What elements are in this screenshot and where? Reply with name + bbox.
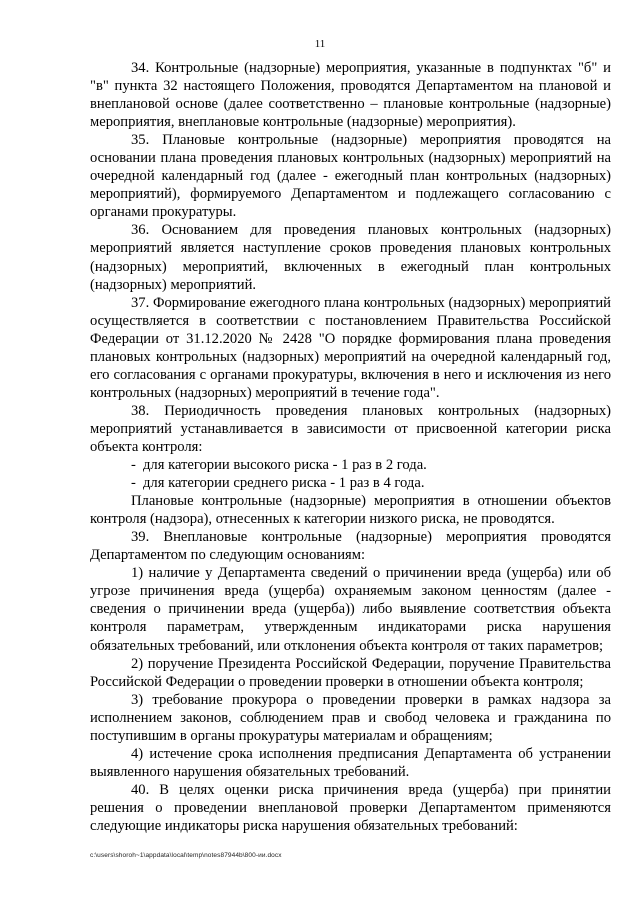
paragraph-39-item-3: 3) требование прокурора о проведении проверки в рамках надзора за исполнением законов, соблюдением прав и свобод человека и гражданина по поступившим в органы прокуратуры материалам и обращениям; [90,691,611,744]
paragraph-37: 37. Формирование ежегодного плана контрольных (надзорных) мероприятий осуществляется в соответствии с постановлением Правительства Российской Федерации от 31.12.2020 № 2428 "О порядке формирования плана проведения плановых контрольных (надзорных) мероприятий на очередной календарный год, его согласования с органами прокуратуры, включения в него и исключения из него контрольных (надзорных) мероприятий в течение года". [90,294,611,401]
list-item-text: для категории среднего риска - 1 раз в 4 года. [143,475,425,492]
page-number: 11 [314,38,326,50]
list-item-text: для категории высокого риска - 1 раз в 2 года. [143,457,427,474]
list-dash: - [131,475,136,492]
paragraph-40: 40. В целях оценки риска причинения вреда (ущерба) при принятии решения о проведении внеплановой проверки Департаментом применяются следующие индикаторы риска нарушения обязательных требований: [90,781,611,834]
document-body [90,59,611,835]
list-dash: - [131,457,136,474]
paragraph-39-item-4: 4) истечение срока исполнения предписания Департамента об устранении выявленного нарушения обязательных требований. [90,745,611,780]
paragraph-low-risk: Плановые контрольные (надзорные) мероприятия в отношении объектов контроля (надзора), отнесенных к категории низкого риска, не проводятся. [90,493,611,528]
paragraph-39-item-2: 2) поручение Президента Российской Федерации, поручение Правительства Российской Федерации о проведении проверки в отношении объекта контроля; [90,655,611,690]
paragraph-39-item-1: 1) наличие у Департамента сведений о причинении вреда (ущерба) или об угрозе причинения вреда (ущерба) охраняемым законом ценностям (далее - сведения о причинении вреда (ущерба)) либо выявление соответствия объекта контроля параметрам, утвержденным индикаторами риска нарушения обязательных требований, или отклонения объекта контроля от таких параметров; [90,565,611,654]
list-item-medium-risk [90,474,611,492]
paragraph-35: 35. Плановые контрольные (надзорные) мероприятия проводятся на основании плана проведения плановых контрольных (надзорных) мероприятий на очередной календарный год (далее - ежегодный план контрольных (надзорных) мероприятий), формируемого Департаментом и подлежащего согласованию с органами прокуратуры. [90,132,611,221]
paragraph-34: 34. Контрольные (надзорные) мероприятия, указанные в подпунктах "б" и "в" пункта 32 настоящего Положения, проводятся Департаментом на плановой и внеплановой основе (далее соответственно – плановые контрольные (надзорные) мероприятия, внеплановые контрольные (надзорные) мероприятия). [90,60,611,131]
list-item-high-risk [90,456,611,474]
paragraph-39: 39. Внеплановые контрольные (надзорные) мероприятия проводятся Департаментом по следующим основаниям: [90,529,611,564]
footer-file-path: c:\users\shoroh~1\appdata\local\temp\notes87944b\800-ии.docx [90,852,282,859]
paragraph-38: 38. Периодичность проведения плановых контрольных (надзорных) мероприятий устанавливается в зависимости от присвоенной категории риска объекта контроля: [90,402,611,455]
paragraph-36: 36. Основанием для проведения плановых контрольных (надзорных) мероприятий является наступление сроков проведения плановых контрольных (надзорных) мероприятий, включенных в ежегодный план контрольных (надзорных) мероприятий. [90,222,611,293]
